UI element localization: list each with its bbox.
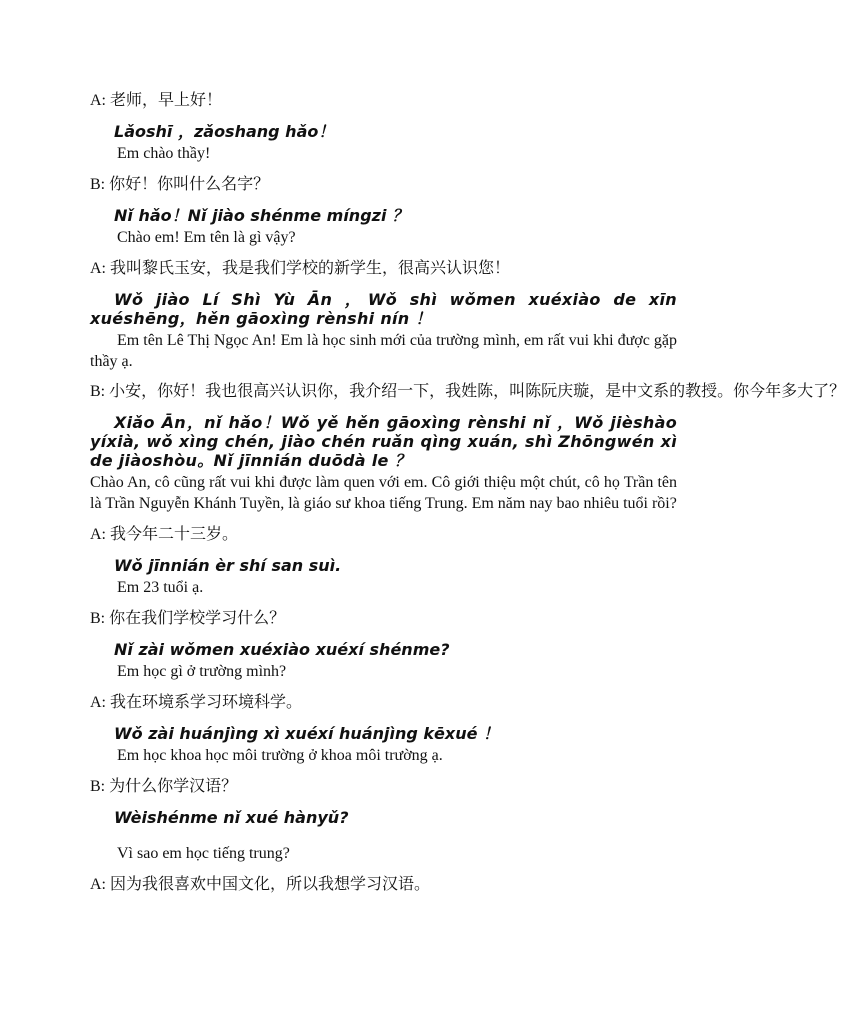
dialogue-turn: [90, 258, 677, 372]
speaker-line: [90, 90, 677, 112]
speaker-line: [90, 258, 677, 280]
speaker-line: [90, 524, 677, 546]
dialogue-turn: [90, 174, 677, 248]
speaker-label: A:: [90, 876, 106, 893]
pinyin-line: Lǎoshī ，zǎoshang hǎo！: [114, 122, 335, 141]
speaker-label: A:: [90, 694, 106, 711]
dialogue-document: [90, 90, 845, 896]
vietnamese-translation: Em tên Lê Thị Ngọc An! Em là học sinh mới của trường mình, em rất vui khi được gặp thầy ạ.: [90, 332, 677, 370]
dialogue-turn: [90, 381, 845, 514]
chinese-text: 为什么你学汉语？: [109, 778, 238, 795]
vietnamese-translation: Chào em! Em tên là gì vậy?: [117, 229, 296, 246]
dialogue-turn: [90, 90, 677, 164]
vietnamese-translation: Em học khoa học môi trường ở khoa môi trường ạ.: [117, 747, 443, 764]
pinyin-line: Nǐ hǎo！Nǐ jiào shénme míngzi ？: [114, 206, 409, 225]
vietnamese-translation: Em 23 tuổi ạ.: [117, 579, 204, 596]
speaker-line: [90, 874, 677, 896]
vietnamese-translation: Em chào thầy!: [117, 145, 211, 162]
speaker-line: [90, 608, 677, 630]
pinyin-line: Wǒ zài huánjìng xì xuéxí huánjìng kēxué ！: [114, 724, 500, 743]
chinese-text: 我今年二十三岁。: [110, 526, 239, 543]
speaker-label: A:: [90, 92, 106, 109]
speaker-label: B:: [90, 383, 106, 400]
vietnamese-translation: Chào An, cô cũng rất vui khi được làm quen với em. Cô giới thiệu một chút, cô họ Trần tên là Trần Nguyễn Khánh Tuyền, là giáo sư khoa tiếng Trung. Em năm nay bao nhiêu tuổi rồi?: [90, 474, 677, 512]
dialogue-turn: [90, 692, 677, 766]
pinyin-line: Wǒ jiào Lí Shì Yù Ān ，Wǒ shì wǒmen xuéxiào de xīn xuéshēng，hěn gāoxìng rènshi nín ！: [90, 290, 677, 328]
vietnamese-translation: Em học gì ở trường mình?: [117, 663, 287, 680]
chinese-text: 因为我很喜欢中国文化，所以我想学习汉语。: [110, 876, 431, 893]
dialogue-turn: [90, 608, 677, 682]
pinyin-line: Nǐ zài wǒmen xuéxiào xuéxí shénme?: [114, 640, 450, 659]
chinese-text: 我叫黎氏玉安，我是我们学校的新学生，很高兴认识您！: [110, 260, 511, 277]
chinese-text: 我在环境系学习环境科学。: [110, 694, 303, 711]
speaker-label: A:: [90, 260, 106, 277]
speaker-line: [90, 692, 677, 714]
pinyin-line: Xiǎo Ān，nǐ hǎo！Wǒ yě hěn gāoxìng rènshi nǐ ，Wǒ jièshào yíxià, wǒ xìng chén, jiào chén ruǎn qìng xuán, shì Zhōngwén xì de jiàoshòu。Nǐ jīnnián duōdà le ？: [90, 413, 677, 470]
speaker-line: [90, 381, 845, 403]
speaker-label: B:: [90, 176, 106, 193]
dialogue-turn: [90, 776, 677, 864]
speaker-label: A:: [90, 526, 106, 543]
pinyin-line: Wèishénme nǐ xué hànyǔ?: [114, 808, 349, 827]
dialogue-turn: [90, 524, 677, 598]
speaker-label: B:: [90, 778, 106, 795]
speaker-label: B:: [90, 610, 106, 627]
vietnamese-translation: Vì sao em học tiếng trung?: [117, 845, 290, 862]
chinese-text: 小安，你好！我也很高兴认识你，我介绍一下，我姓陈，叫陈阮庆璇，是中文系的教授。你今年多大了？: [109, 383, 845, 400]
dialogue-turn: [90, 874, 677, 896]
speaker-line: [90, 776, 677, 798]
chinese-text: 你在我们学校学习什么？: [109, 610, 286, 627]
chinese-text: 老师，早上好！: [110, 92, 223, 109]
chinese-text: 你好！你叫什么名字？: [109, 176, 270, 193]
speaker-line: [90, 174, 677, 196]
pinyin-line: Wǒ jīnnián èr shí san suì.: [114, 556, 342, 575]
